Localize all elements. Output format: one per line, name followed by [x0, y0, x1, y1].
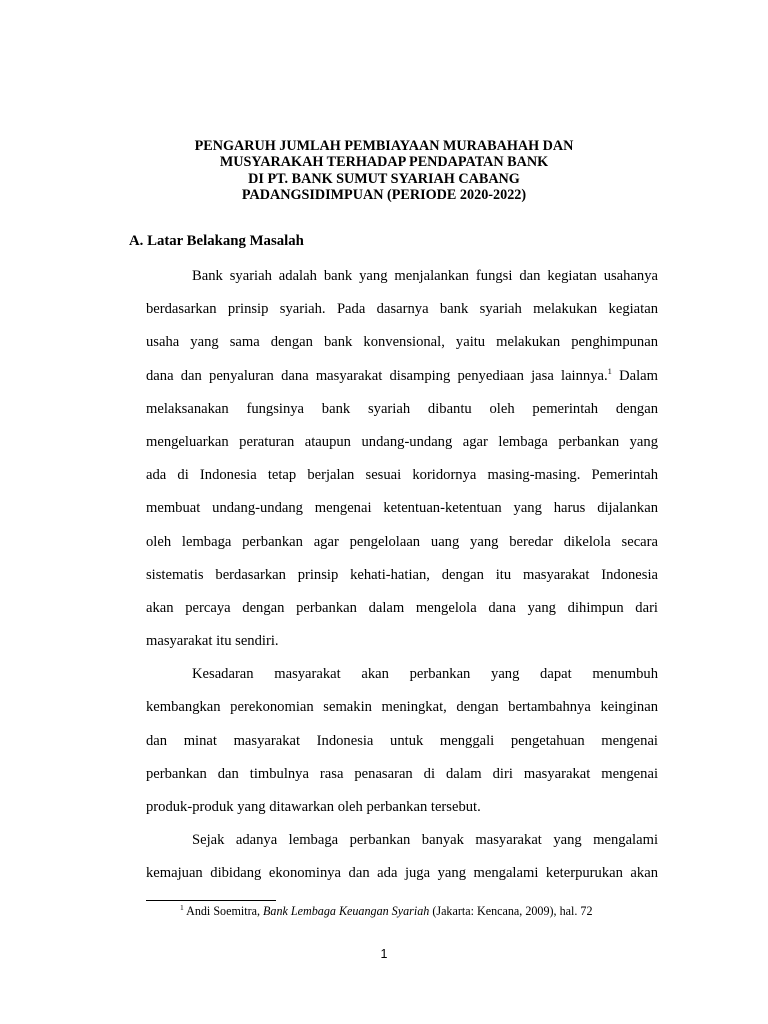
footnote-author: Andi Soemitra,: [183, 904, 264, 918]
text-line: usaha yang sama dengan bank konvensional, yaitu melakukan penghimpunan: [146, 334, 658, 351]
footnote-marker: 1: [180, 903, 184, 912]
body-text: [146, 260, 658, 891]
text-line: perbankan dan timbulnya rasa penasaran di dalam diri masyarakat mengenai: [146, 765, 658, 782]
text-line: dan minat masyarakat Indonesia untuk menggali pengetahuan mengenai: [146, 732, 658, 749]
text-line: membuat undang-undang mengenai ketentuan-ketentuan yang harus dijalankan: [146, 500, 658, 517]
text-line: Kesadaran masyarakat akan perbankan yang dapat menumbuh: [192, 666, 658, 683]
text-line: produk-produk yang ditawarkan oleh perbankan tersebut.: [146, 799, 481, 815]
text-line: kembangkan perekonomian semakin meningkat, dengan bertambahnya keinginan: [146, 699, 658, 716]
footnote: [180, 904, 593, 919]
text-line: oleh lembaga perbankan agar pengelolaan uang yang beredar dikelola secara: [146, 533, 658, 550]
text-line: [146, 360, 658, 393]
text-line: melaksanakan fungsinya bank syariah dibantu oleh pemerintah dengan: [146, 400, 658, 417]
title-line: PADANGSIDIMPUAN (PERIODE 2020-2022): [241, 186, 527, 203]
text-segment: Dalam: [611, 367, 658, 384]
text-line: ada di Indonesia tetap berjalan sesuai koridornya masing-masing. Pemerintah: [146, 467, 658, 484]
text-line: masyarakat itu sendiri.: [146, 633, 279, 650]
title-line: MUSYARAKAH TERHADAP PENDAPATAN BANK: [219, 154, 549, 171]
text-segment: dana dan penyaluran dana masyarakat disamping penyediaan jasa lainnya.: [146, 367, 608, 384]
footnote-publication: (Jakarta: Kencana, 2009), hal. 72: [429, 904, 593, 918]
text-line: kemajuan dibidang ekonominya dan ada juga yang mengalami keterpurukan akan: [146, 865, 658, 882]
text-line: akan percaya dengan perbankan dalam mengelola dana yang dihimpun dari: [146, 599, 658, 616]
text-line: Bank syariah adalah bank yang menjalankan fungsi dan kegiatan usahanya: [192, 268, 658, 284]
footnote-reference[interactable]: 1: [607, 365, 612, 376]
text-line: Sejak adanya lembaga perbankan banyak masyarakat yang mengalami: [192, 832, 658, 849]
title-line: PENGARUH JUMLAH PEMBIAYAAN MURABAHAH DAN: [194, 138, 574, 154]
page-number: 1: [380, 947, 388, 961]
text-line: berdasarkan prinsip syariah. Pada dasarnya bank syariah melakukan kegiatan: [146, 301, 658, 318]
text-line: sistematis berdasarkan prinsip kehati-hatian, dengan itu masyarakat Indonesia: [146, 566, 658, 583]
title-line: DI PT. BANK SUMUT SYARIAH CABANG: [248, 170, 520, 187]
footnote-book-title: Bank Lembaga Keuangan Syariah: [263, 904, 430, 918]
footnote-separator: [146, 900, 276, 901]
text-line: mengeluarkan peraturan ataupun undang-undang agar lembaga perbankan yang: [146, 433, 658, 450]
document-title: [0, 138, 768, 203]
section-heading: A. Latar Belakang Masalah: [129, 233, 304, 249]
